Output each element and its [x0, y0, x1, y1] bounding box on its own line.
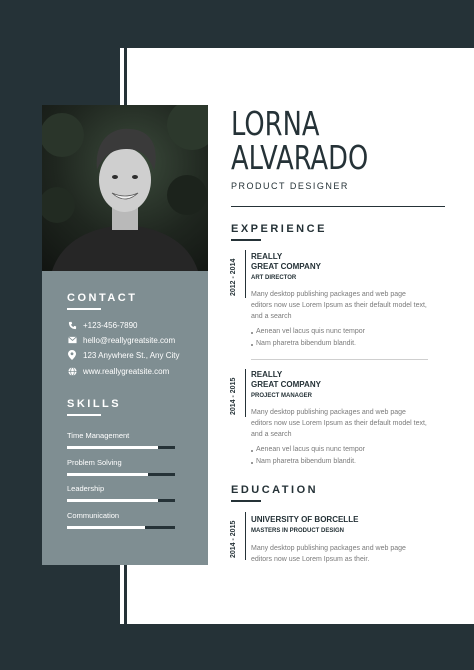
education-description: Many desktop publishing packages and web page editors now use Lorem Ipsum as their.	[251, 545, 406, 563]
skill-bar-fill	[67, 499, 158, 502]
skill-bar	[67, 446, 175, 449]
job-role: PROJECT MANAGER	[251, 393, 313, 399]
job-years: 2012 - 2014	[230, 258, 237, 296]
timeline-line	[245, 369, 246, 417]
skill-label: Problem Solving	[67, 458, 122, 467]
degree: MASTERS IN PRODUCT DESIGN	[251, 528, 345, 534]
job-bullet: Aenean vel lacus quis nunc tempor	[256, 328, 365, 335]
skill-bar	[67, 473, 175, 476]
company-line: GREAT COMPANY	[251, 380, 321, 389]
contact-phone[interactable]	[67, 319, 138, 331]
education-heading: EDUCATION	[231, 484, 319, 496]
first-name: LORNA	[231, 104, 320, 143]
skills-heading-rule	[67, 414, 101, 416]
skill-bar-fill	[67, 446, 158, 449]
job-bullet: Nam pharetra bibendum blandit.	[256, 458, 357, 465]
job-role: ART DIRECTOR	[251, 275, 297, 281]
job-title: PRODUCT DESIGNER	[231, 181, 349, 191]
skills-heading: SKILLS	[67, 398, 122, 410]
last-name: ALVARADO	[231, 138, 369, 177]
experience-heading: EXPERIENCE	[231, 223, 327, 235]
education-heading-rule	[231, 500, 261, 502]
school-name: UNIVERSITY OF BORCELLE	[251, 515, 359, 524]
contact-heading-rule	[67, 308, 101, 310]
contact-text: +123-456-7890	[83, 320, 138, 330]
skill-label: Leadership	[67, 484, 105, 493]
mail-icon	[67, 335, 77, 345]
company-name	[251, 370, 401, 390]
job-bullet: Aenean vel lacus quis nunc tempor	[256, 446, 365, 453]
contact-email[interactable]	[67, 334, 175, 346]
company-line: GREAT COMPANY	[251, 262, 321, 271]
skill-bar-fill	[67, 526, 145, 529]
title-divider	[231, 206, 445, 207]
phone-icon	[67, 320, 77, 330]
contact-website[interactable]	[67, 365, 169, 377]
skill-label: Communication	[67, 511, 120, 520]
profile-photo	[42, 105, 208, 271]
skill-label: Time Management	[67, 431, 130, 440]
company-name	[251, 252, 401, 272]
job-years: 2014 - 2015	[230, 377, 237, 415]
full-name	[231, 104, 369, 177]
company-line: REALLY	[251, 370, 283, 379]
skill-bar-fill	[67, 473, 148, 476]
skill-bar	[67, 499, 175, 502]
timeline-line	[245, 250, 246, 298]
contact-heading: CONTACT	[67, 292, 138, 304]
experience-heading-rule	[231, 239, 261, 241]
company-line: REALLY	[251, 252, 283, 261]
contact-text: www.reallygreatsite.com	[83, 366, 170, 376]
job-bullet: Nam pharetra bibendum blandit.	[256, 340, 357, 347]
job-description: Many desktop publishing packages and web page editors now use Lorem Ipsum as their default model text, and a search	[251, 409, 427, 438]
skill-bar	[67, 526, 175, 529]
contact-address	[67, 349, 180, 361]
globe-icon	[67, 366, 77, 376]
contact-text: 123 Anywhere St., Any City	[83, 350, 180, 360]
job-separator	[251, 359, 428, 360]
timeline-line	[245, 512, 246, 560]
contact-text: hello@reallygreatsite.com	[83, 335, 176, 345]
location-icon	[67, 350, 77, 360]
education-years: 2014 - 2015	[230, 520, 237, 558]
job-description: Many desktop publishing packages and web page editors now use Lorem Ipsum as their default model text, and a search	[251, 291, 427, 320]
